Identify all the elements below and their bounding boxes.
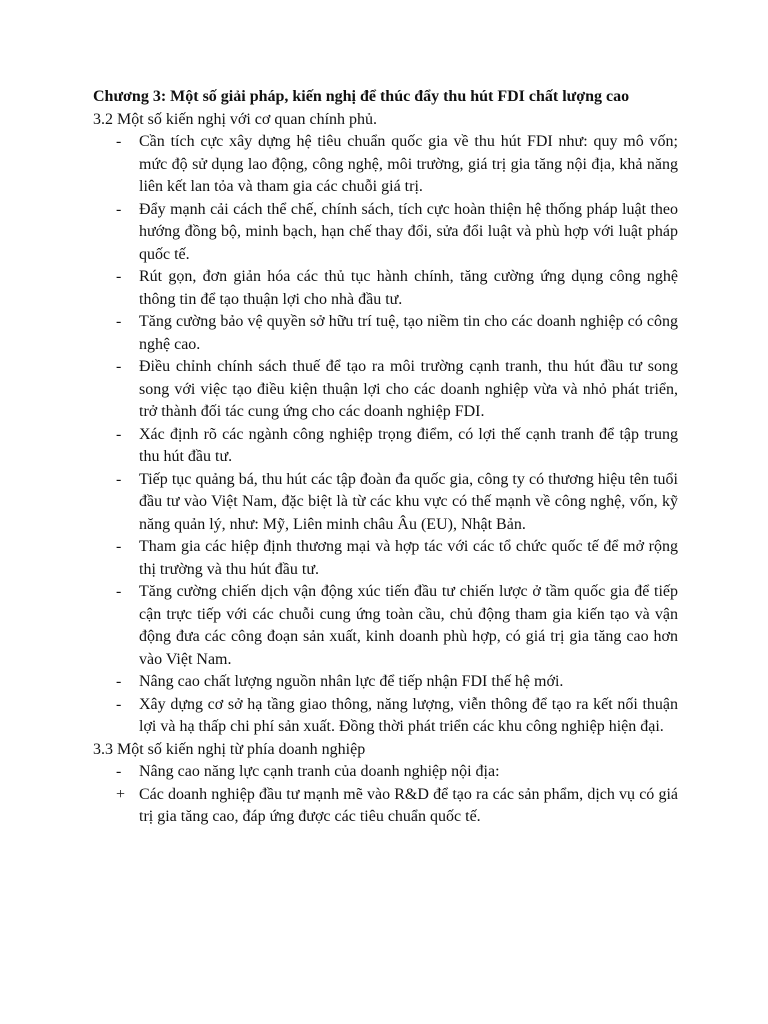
list-marker: + (116, 785, 126, 803)
list-item (93, 469, 678, 537)
list-item-text: Xác định rõ các ngành công nghiệp trọng điểm, có lợi thế cạnh tranh để tập trung thu hút đầu tư. (139, 425, 678, 465)
section-3-3 (93, 739, 678, 829)
list-item (93, 131, 678, 199)
list-item (93, 671, 678, 694)
list-item-text: Tham gia các hiệp định thương mại và hợp tác với các tổ chức quốc tế để mở rộng thị trường và thu hút đầu tư. (139, 538, 678, 578)
list-item-text: Tiếp tục quảng bá, thu hút các tập đoàn đa quốc gia, công ty có thương hiệu tên tuổi đầu tư vào Việt Nam, đặc biệt là từ các khu vực có thế mạnh về công nghệ, vốn, kỹ năng quản lý, như: Mỹ, Liên minh châu Âu (EU), Nhật Bản. (139, 470, 678, 533)
list-item-text: Nâng cao chất lượng nguồn nhân lực để tiếp nhận FDI thế hệ mới. (139, 673, 564, 690)
section-heading: 3.3 Một số kiến nghị từ phía doanh nghiệp (93, 740, 366, 758)
list-marker: - (116, 133, 122, 150)
section-heading: 3.2 Một số kiến nghị với cơ quan chính phủ. (93, 110, 378, 128)
list-item (93, 784, 678, 829)
list-item (93, 424, 678, 469)
list-item-text: Cần tích cực xây dựng hệ tiêu chuẩn quốc gia về thu hút FDI như: quy mô vốn; mức độ sử dụng lao động, công nghệ, môi trường, giá trị gia tăng nội địa, khả năng liên kết lan tỏa và tham gia các chuỗi giá trị. (139, 133, 678, 195)
list-item (93, 311, 678, 356)
list-marker: - (116, 673, 122, 690)
list-item-text: Các doanh nghiệp đầu tư mạnh mẽ vào R&D để tạo ra các sản phẩm, dịch vụ có giá trị gia tăng cao, đáp ứng được các tiêu chuẩn quốc tế. (139, 785, 678, 825)
list-item-text: Đẩy mạnh cải cách thể chế, chính sách, tích cực hoàn thiện hệ thống pháp luật theo hướng đồng bộ, minh bạch, hạn chế thay đổi, sửa đổi luật và phù hợp với luật pháp quốc tế. (139, 200, 678, 263)
list-marker: - (116, 538, 122, 555)
list-marker: - (116, 695, 122, 713)
list-item (93, 761, 678, 784)
list-item (93, 199, 678, 267)
list-marker: - (116, 470, 122, 488)
list-marker: - (116, 313, 122, 330)
chapter-title: Chương 3: Một số giải pháp, kiến nghị để thúc đẩy thu hút FDI chất lượng cao (93, 88, 630, 105)
list-marker: - (116, 268, 122, 285)
list-item (93, 356, 678, 424)
section-3-2 (93, 109, 678, 739)
list-item-text: Nâng cao năng lực cạnh tranh của doanh nghiệp nội địa: (139, 763, 500, 780)
list-marker: - (116, 200, 122, 218)
list-item-text: Điều chỉnh chính sách thuế để tạo ra môi trường cạnh tranh, thu hút đầu tư song song với việc tạo điều kiện thuận lợi cho các doanh nghiệp vừa và nhỏ phát triển, trở thành đối tác cung ứng cho các doanh nghiệp FDI. (139, 358, 678, 420)
list-item-text: Tăng cường bảo vệ quyền sở hữu trí tuệ, tạo niềm tin cho các doanh nghiệp có công nghệ cao. (139, 313, 678, 353)
list-marker: - (116, 763, 122, 780)
list-item (93, 266, 678, 311)
list-item (93, 581, 678, 671)
list-marker: - (116, 583, 122, 600)
list-item (93, 694, 678, 739)
list-item-text: Tăng cường chiến dịch vận động xúc tiến đầu tư chiến lược ở tầm quốc gia để tiếp cận trực tiếp với các chuỗi cung ứng toàn cầu, chủ động tham gia kiến tạo và vận động đưa các công đoạn sản xuất, kinh doanh phù hợp, có giá trị gia tăng cao hơn vào Việt Nam. (139, 583, 678, 668)
list-marker: - (116, 425, 122, 443)
list-item (93, 536, 678, 581)
list-item-text: Rút gọn, đơn giản hóa các thủ tục hành chính, tăng cường ứng dụng công nghệ thông tin để tạo thuận lợi cho nhà đầu tư. (139, 268, 678, 308)
list-item-text: Xây dựng cơ sở hạ tầng giao thông, năng lượng, viễn thông để tạo ra kết nối thuận lợi và hạ thấp chi phí sản xuất. Đồng thời phát triển các khu công nghiệp hiện đại. (139, 695, 678, 735)
list-marker: - (116, 358, 122, 375)
